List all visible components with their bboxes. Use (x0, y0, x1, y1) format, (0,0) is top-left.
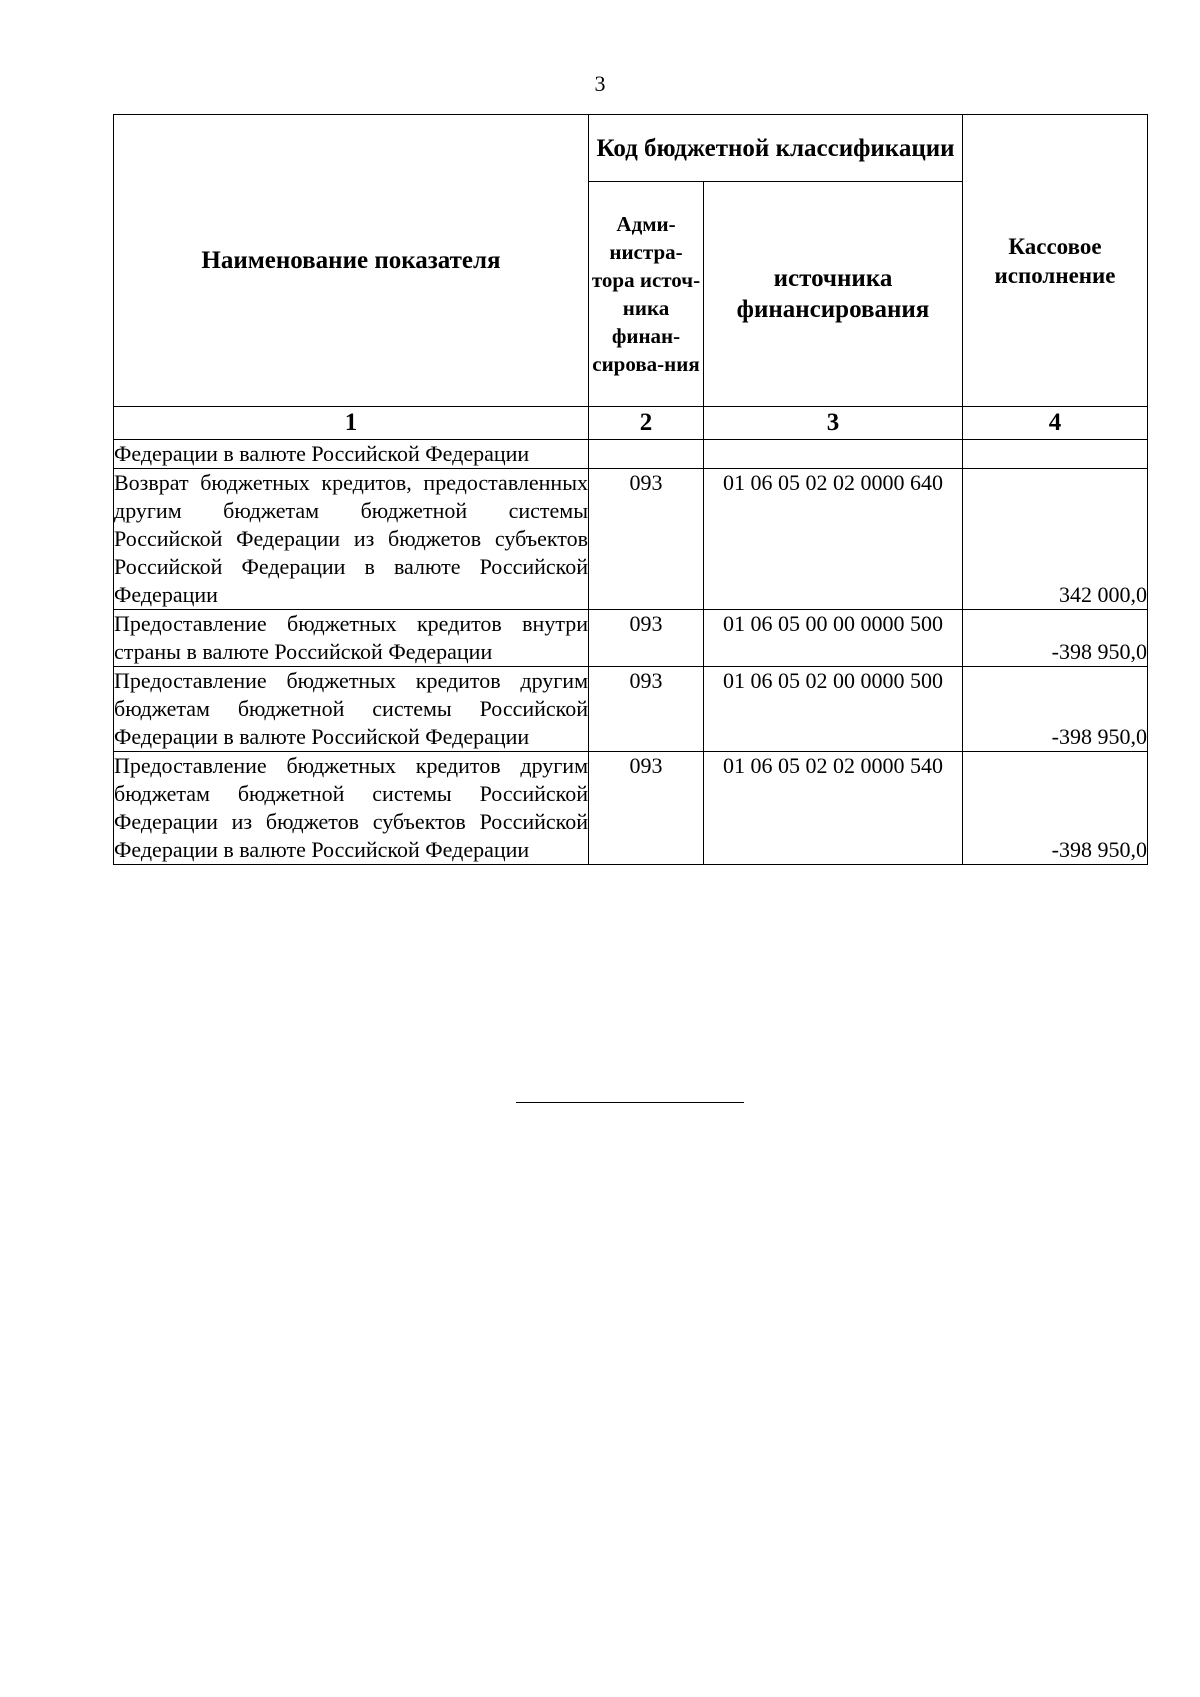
indicator-name-cell: Федерации в валюте Российской Федерации (114, 440, 589, 469)
table-row (114, 667, 1148, 752)
table-body (114, 440, 1148, 865)
indicator-name-cell: Предоставление бюджетных кредитов другим бюджетам бюджетной системы Российской Федерации в валюте Российской Федерации (114, 667, 589, 752)
admin-code-cell (589, 440, 704, 469)
source-code-cell: 01 06 05 02 02 0000 640 (704, 469, 963, 610)
header-source-administrator: Адми-нистра-тора источ-ника финан-сирова-ния (589, 182, 704, 407)
admin-code-cell: 093 (589, 469, 704, 610)
table-row (114, 440, 1148, 469)
indicator-name-cell: Предоставление бюджетных кредитов внутри страны в валюте Российской Федерации (114, 610, 589, 667)
admin-code-cell: 093 (589, 610, 704, 667)
source-code-cell (704, 440, 963, 469)
source-code-cell: 01 06 05 02 02 0000 540 (704, 752, 963, 865)
column-number: 1 (114, 407, 589, 440)
admin-code-cell: 093 (589, 667, 704, 752)
header-budget-classification-code: Код бюджетной классификации (589, 115, 963, 182)
column-number-row (114, 407, 1148, 440)
table-row (114, 752, 1148, 865)
indicator-name-cell: Возврат бюджетных кредитов, предоставленных другим бюджетам бюджетной системы Российской Федерации из бюджетов субъектов Российской Федерации в валюте Российской Федерации (114, 469, 589, 610)
column-number: 4 (963, 407, 1148, 440)
amount-cell: -398 950,0 (963, 610, 1148, 667)
admin-code-cell: 093 (589, 752, 704, 865)
amount-cell: 342 000,0 (963, 469, 1148, 610)
end-of-document-divider (516, 1102, 744, 1103)
header-cash-execution: Кассовое исполнение (963, 115, 1148, 407)
table-row (114, 610, 1148, 667)
table-header (114, 115, 1148, 440)
amount-cell: -398 950,0 (963, 752, 1148, 865)
table-row (114, 469, 1148, 610)
indicator-name-cell: Предоставление бюджетных кредитов другим бюджетам бюджетной системы Российской Федерации из бюджетов субъектов Российской Федерации в валюте Российской Федерации (114, 752, 589, 865)
source-code-cell: 01 06 05 00 00 0000 500 (704, 610, 963, 667)
source-code-cell: 01 06 05 02 00 0000 500 (704, 667, 963, 752)
header-indicator-name: Наименование показателя (114, 115, 589, 407)
header-financing-source: источника финансирования (704, 182, 963, 407)
amount-cell: -398 950,0 (963, 667, 1148, 752)
financing-sources-table (113, 114, 1148, 865)
column-number: 2 (589, 407, 704, 440)
amount-cell (963, 440, 1148, 469)
column-number: 3 (704, 407, 963, 440)
page-number: 3 (594, 71, 606, 96)
